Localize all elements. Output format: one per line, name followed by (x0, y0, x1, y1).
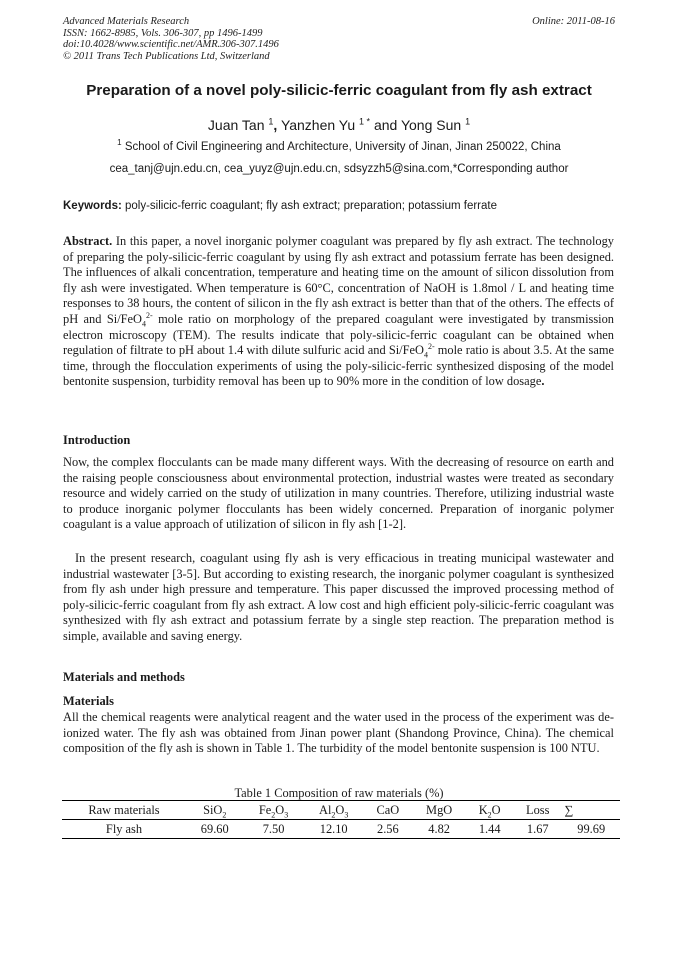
online-date: Online: 2011-08-16 (532, 16, 615, 27)
affiliation-text: School of Civil Engineering and Architecture, University of Jinan, Jinan 250022, China (124, 141, 561, 153)
column-header: SiO$_2$ (186, 801, 243, 820)
author-affil-mark: 1 (465, 116, 471, 127)
page-header (63, 16, 615, 62)
table-cell: 7.50 (243, 820, 303, 839)
doi-link[interactable]: doi:10.4028/www.scientific.net/AMR.306-307.1496 (63, 39, 279, 50)
author-affil-mark: 1 * (359, 116, 371, 127)
table-cell: Fly ash (62, 820, 186, 839)
section-heading-methods: Materials and methods (63, 670, 185, 684)
author-name: Yong Sun (400, 117, 462, 133)
table-cell: 1.44 (466, 820, 513, 839)
table-row (62, 820, 620, 839)
column-header: CaO (364, 801, 412, 820)
author-list (0, 117, 678, 133)
author-emails[interactable]: cea_tanj@ujn.edu.cn, cea_yuyz@ujn.edu.cn, sdsyzzh5@sina.com,*Corresponding author (109, 163, 569, 175)
table-caption: Table 1 Composition of raw materials (%) (234, 786, 444, 800)
paper-title: Preparation of a novel poly-silicic-ferric coagulant from fly ash extract (86, 82, 592, 99)
introduction-paragraph: Now, the complex flocculants can be made many different ways. With the decreasing of resource on earth and the raising people consciousness about environmental protection, industrial wastes were treated as secondary resource and widely carried on the study of utilization in many countries. Therefore, utilizing industrial waste to produce inorganic polymer flocculants has been widely concerned. Preparation of inorganic polymer coagulant is a value approach of utilization of silicon in fly ash [1-2]. (63, 455, 614, 532)
subsection-heading-materials: Materials (63, 694, 114, 708)
table-cell: 1.67 (513, 820, 562, 839)
abstract: Abstract. In this paper, a novel inorganic polymer coagulant was prepared by fly ash extract. The technology of preparing the poly-silicic-ferric coagulant by using fly ash extract and potassium ferrate has been designed. The influences of alkali concentration, temperature and heating time on the amount of silicon dissolution from fly ash were investigated. When temperature is 60°C, concentration of NaOH is 1.8mol / L and heating time responses to 38 hours, the content of silicon in the fly ash extract is better than that of the others. The effects of pH and Si/FeO$_4^{2-}$ mole ratio on morphology of the prepared coagulant were investigated by transmission electron microscopy (TEM). The results indicate that poly-silicic-ferric coagulant can be obtained when regulation of filtrate to pH about 1.4 with dilute sulfuric acid and Si/FeO$_4^{2-}$ mole ratio is about 3.5. At the same time, through the flocculation experiments of using the poly-silicic-ferric synthesized disposing of the model bentonite suspension, turbidity removal has been up to 90% more in the condition of low dosage. (63, 234, 614, 389)
author-separator: , (273, 117, 278, 133)
table-cell: 4.82 (412, 820, 466, 839)
issn-line: ISSN: 1662-8985, Vols. 306-307, pp 1496-1499 (63, 27, 263, 39)
column-header: $Al_2O_3$ (304, 801, 364, 820)
table-header-row (62, 801, 620, 820)
author-affil-mark: 1 (268, 116, 274, 127)
abstract-label: Abstract. (63, 234, 113, 248)
affiliation-mark: 1 (117, 138, 122, 148)
keywords-text: poly-silicic-ferric coagulant; fly ash extract; preparation; potassium ferrate (125, 200, 497, 212)
keywords (63, 200, 623, 212)
column-header: $Fe_2O_3$ (243, 801, 303, 820)
introduction-paragraph: In the present research, coagulant using fly ash is very efficacious in treating municipal wastewater and industrial wastewater [3-5]. But according to existing research, the inorganic polymer coagulant is synthesized from fly ash under high pressure and temperature. This paper discussed the improved processing method of poly-silicic-ferric coagulant from fly ash extract. A low cost and high efficient poly-silicic-ferric coagulant was synthesized with fly ash extract and potassium ferrate by a single step reaction. The preparation method is simple, available and saving energy. (63, 551, 614, 643)
table-cell: 69.60 (186, 820, 243, 839)
author-name: Juan Tan (207, 117, 265, 133)
column-header: MgO (412, 801, 466, 820)
abstract-text: In this paper, a novel inorganic polymer coagulant was prepared by fly ash extract. The technology of preparing the poly-silicic-ferric coagulant by using fly ash extract and potassium ferrate has been designed. The influences of alkali concentration, temperature and heating time on the amount of silicon dissolution from fly ash were investigated. When temperature is 60°C, concentration of NaOH is 1.8mol / L and heating time responses to 38 hours, the content of silicon in the fly ash extract is better than that of the others. The effects of pH and Si/FeO (63, 234, 614, 326)
keywords-label: Keywords: (63, 200, 122, 212)
author-separator: and (373, 117, 398, 133)
table-cell: 2.56 (364, 820, 412, 839)
column-header: Raw materials (62, 801, 186, 820)
affiliation (0, 138, 678, 153)
author-name: Yanzhen Yu (280, 117, 356, 133)
table-cell: 99.69 (562, 820, 620, 839)
materials-paragraph: All the chemical reagents were analytical reagent and the water used in the process of the experiment was de-ionized water. The fly ash was obtained from Jinan power plant (Shandong Province, China). The chemical composition of the fly ash is shown in Table 1. The turbidity of the model bentonite suspension is 100 NTU. (63, 710, 614, 756)
section-heading-introduction: Introduction (63, 433, 131, 447)
composition-table (62, 800, 620, 839)
table-cell: 12.10 (304, 820, 364, 839)
journal-name: Advanced Materials Research (63, 16, 190, 27)
column-header: ∑ (562, 801, 620, 820)
copyright-line: © 2011 Trans Tech Publications Ltd, Switzerland (63, 50, 270, 62)
column-header: $K_2O$ (466, 801, 513, 820)
column-header: Loss (513, 801, 562, 820)
